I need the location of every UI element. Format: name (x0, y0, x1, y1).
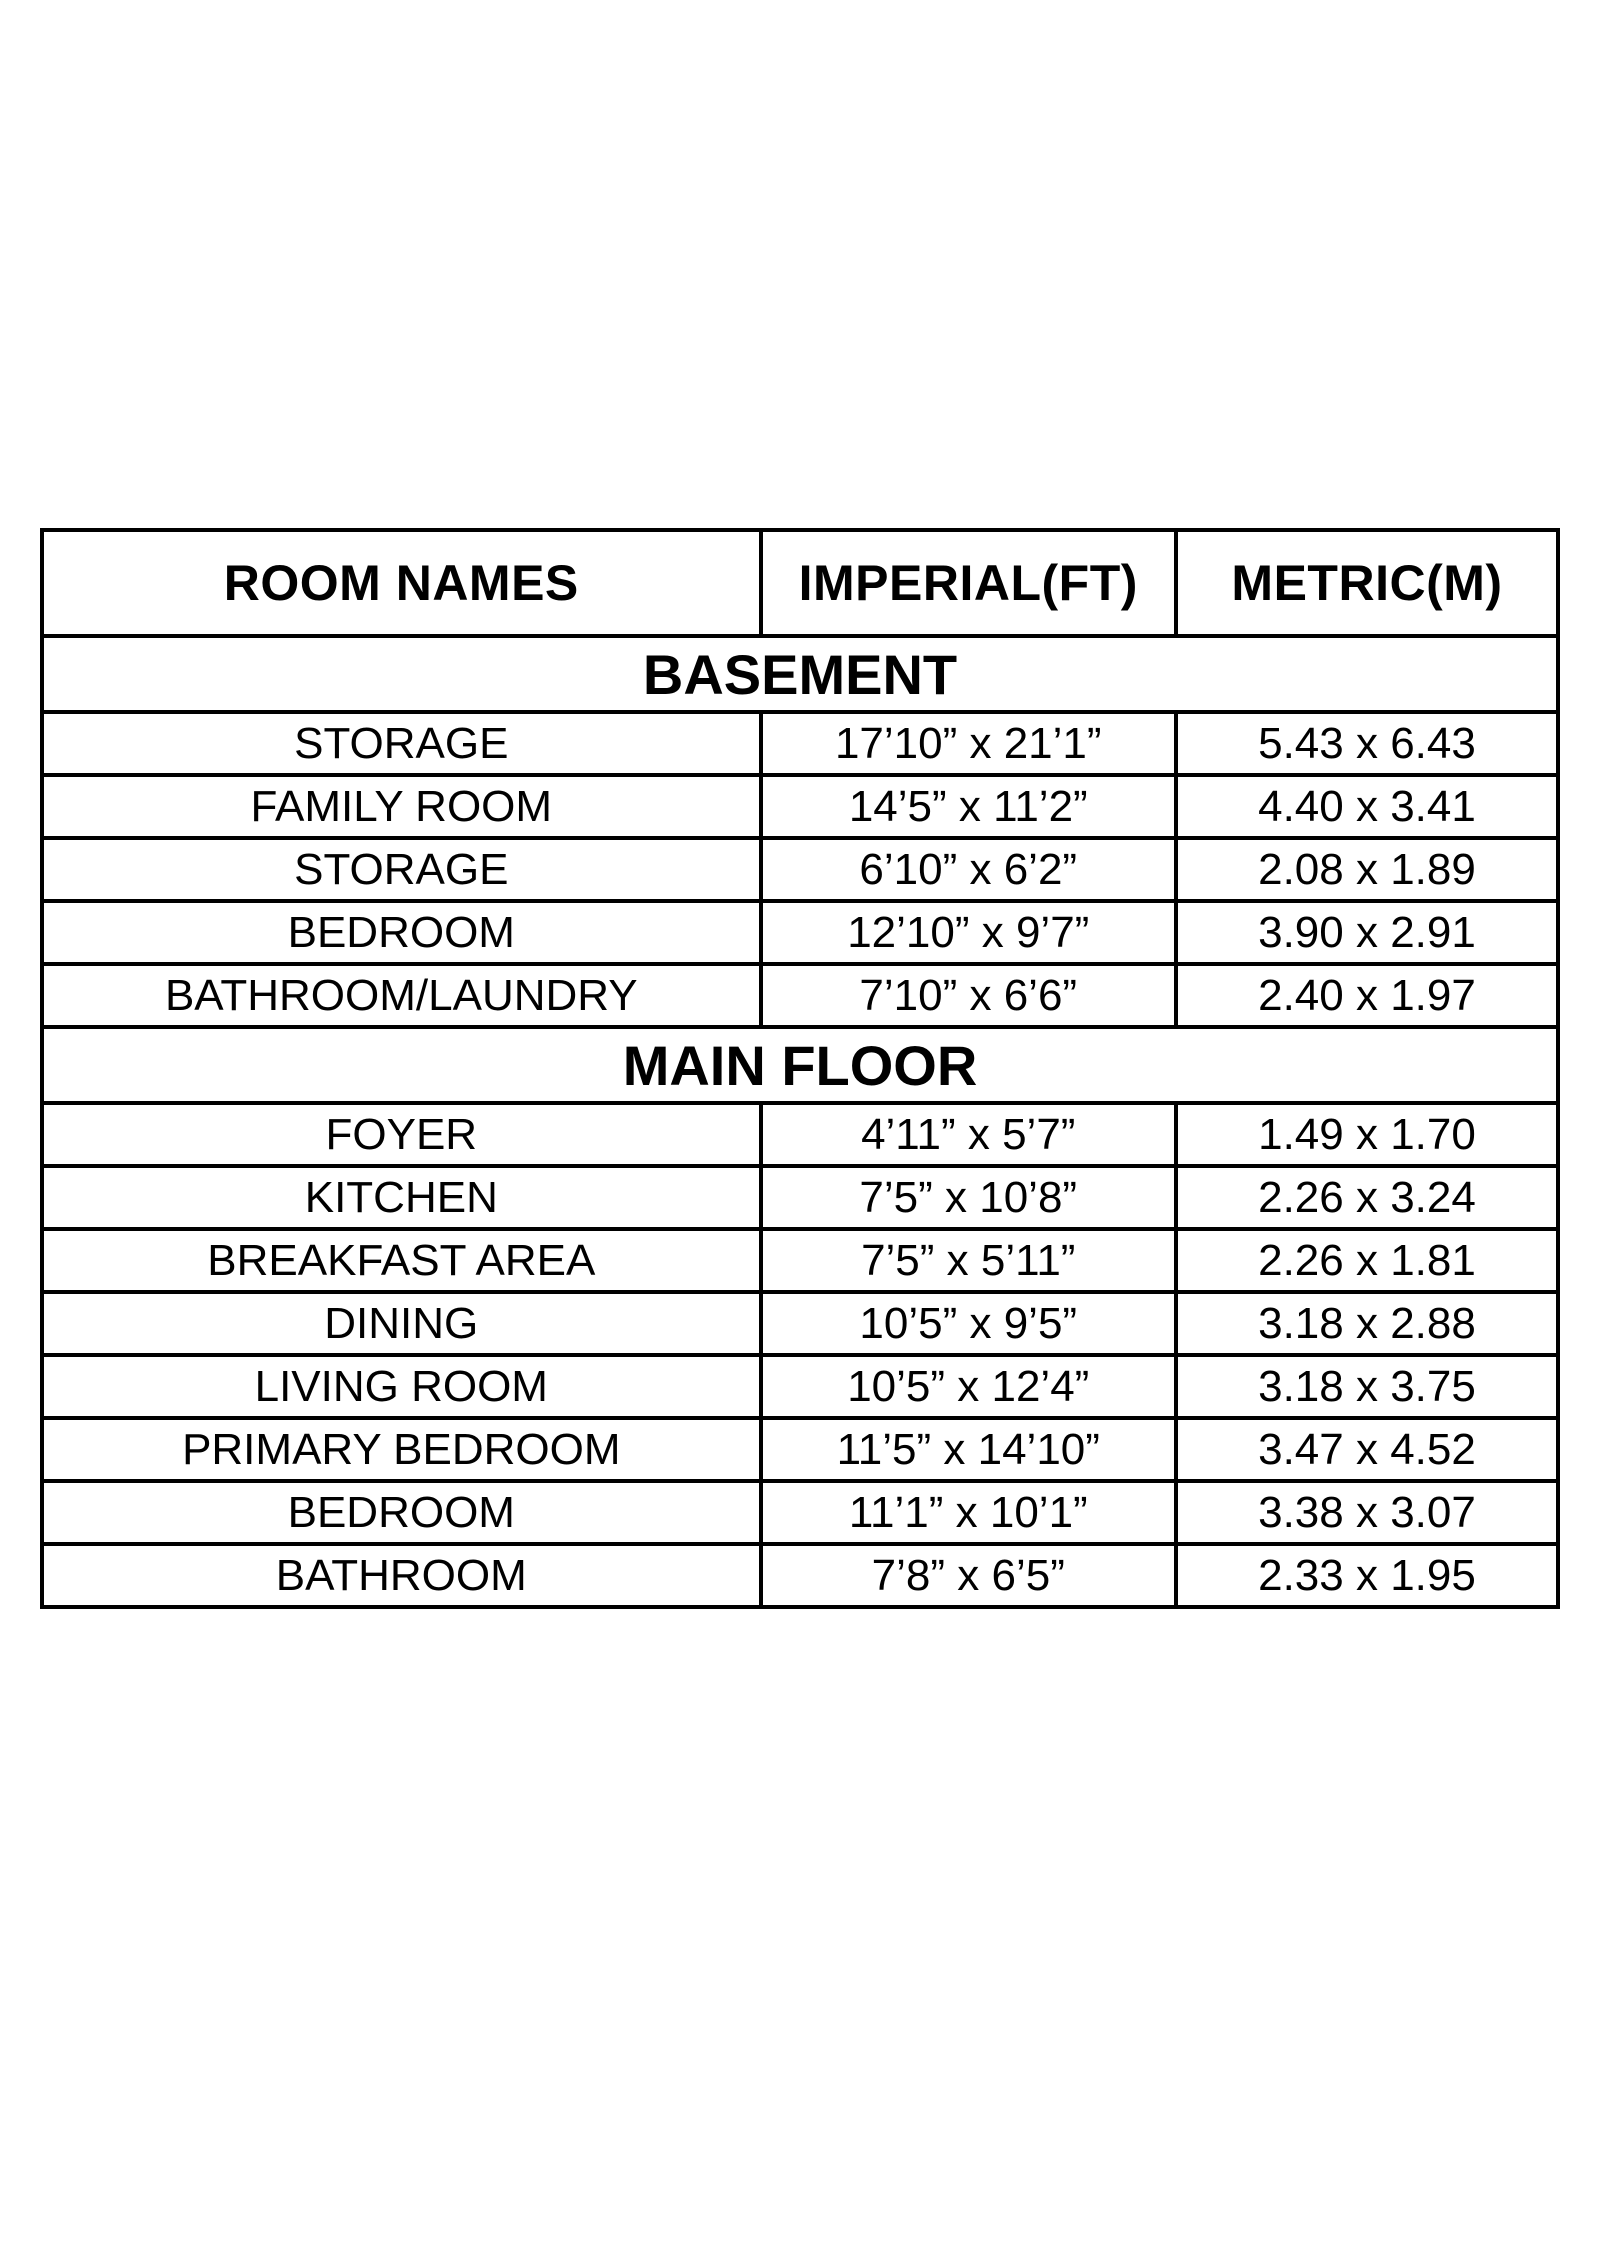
room-name-cell: BATHROOM (42, 1544, 761, 1607)
room-name-cell: BREAKFAST AREA (42, 1229, 761, 1292)
column-header-room-names: ROOM NAMES (42, 530, 761, 636)
table-header-row (42, 530, 1558, 636)
metric-cell: 3.38 x 3.07 (1176, 1481, 1558, 1544)
room-name-cell: STORAGE (42, 838, 761, 901)
imperial-cell: 6’10” x 6’2” (761, 838, 1176, 901)
room-name-cell: DINING (42, 1292, 761, 1355)
imperial-cell: 7’5” x 5’11” (761, 1229, 1176, 1292)
metric-cell: 2.08 x 1.89 (1176, 838, 1558, 901)
table-row (42, 712, 1558, 775)
table-row (42, 1355, 1558, 1418)
metric-cell: 3.90 x 2.91 (1176, 901, 1558, 964)
room-name-cell: BEDROOM (42, 901, 761, 964)
metric-cell: 3.18 x 2.88 (1176, 1292, 1558, 1355)
imperial-cell: 7’10” x 6’6” (761, 964, 1176, 1027)
imperial-cell: 7’5” x 10’8” (761, 1166, 1176, 1229)
table-row (42, 1292, 1558, 1355)
column-header-metric: METRIC(M) (1176, 530, 1558, 636)
imperial-cell: 10’5” x 12’4” (761, 1355, 1176, 1418)
table-row (42, 1103, 1558, 1166)
room-name-cell: PRIMARY BEDROOM (42, 1418, 761, 1481)
table-row (42, 1418, 1558, 1481)
section-title: MAIN FLOOR (42, 1027, 1558, 1103)
imperial-cell: 11’5” x 14’10” (761, 1418, 1176, 1481)
room-dimensions-table (40, 528, 1560, 1609)
table-row (42, 901, 1558, 964)
section-title: BASEMENT (42, 636, 1558, 712)
imperial-cell: 14’5” x 11’2” (761, 775, 1176, 838)
section-header-basement (42, 636, 1558, 712)
imperial-cell: 12’10” x 9’7” (761, 901, 1176, 964)
metric-cell: 3.18 x 3.75 (1176, 1355, 1558, 1418)
room-name-cell: BEDROOM (42, 1481, 761, 1544)
room-name-cell: FOYER (42, 1103, 761, 1166)
metric-cell: 4.40 x 3.41 (1176, 775, 1558, 838)
table-row (42, 1229, 1558, 1292)
imperial-cell: 4’11” x 5’7” (761, 1103, 1176, 1166)
section-header-main-floor (42, 1027, 1558, 1103)
imperial-cell: 11’1” x 10’1” (761, 1481, 1176, 1544)
column-header-imperial: IMPERIAL(FT) (761, 530, 1176, 636)
table-row (42, 1481, 1558, 1544)
room-name-cell: STORAGE (42, 712, 761, 775)
imperial-cell: 17’10” x 21’1” (761, 712, 1176, 775)
metric-cell: 2.40 x 1.97 (1176, 964, 1558, 1027)
metric-cell: 1.49 x 1.70 (1176, 1103, 1558, 1166)
room-name-cell: BATHROOM/LAUNDRY (42, 964, 761, 1027)
table-row (42, 964, 1558, 1027)
room-name-cell: LIVING ROOM (42, 1355, 761, 1418)
imperial-cell: 7’8” x 6’5” (761, 1544, 1176, 1607)
metric-cell: 2.33 x 1.95 (1176, 1544, 1558, 1607)
metric-cell: 2.26 x 1.81 (1176, 1229, 1558, 1292)
metric-cell: 5.43 x 6.43 (1176, 712, 1558, 775)
room-name-cell: KITCHEN (42, 1166, 761, 1229)
table-row (42, 838, 1558, 901)
metric-cell: 3.47 x 4.52 (1176, 1418, 1558, 1481)
imperial-cell: 10’5” x 9’5” (761, 1292, 1176, 1355)
table-row (42, 775, 1558, 838)
table-row (42, 1544, 1558, 1607)
table-row (42, 1166, 1558, 1229)
room-name-cell: FAMILY ROOM (42, 775, 761, 838)
metric-cell: 2.26 x 3.24 (1176, 1166, 1558, 1229)
